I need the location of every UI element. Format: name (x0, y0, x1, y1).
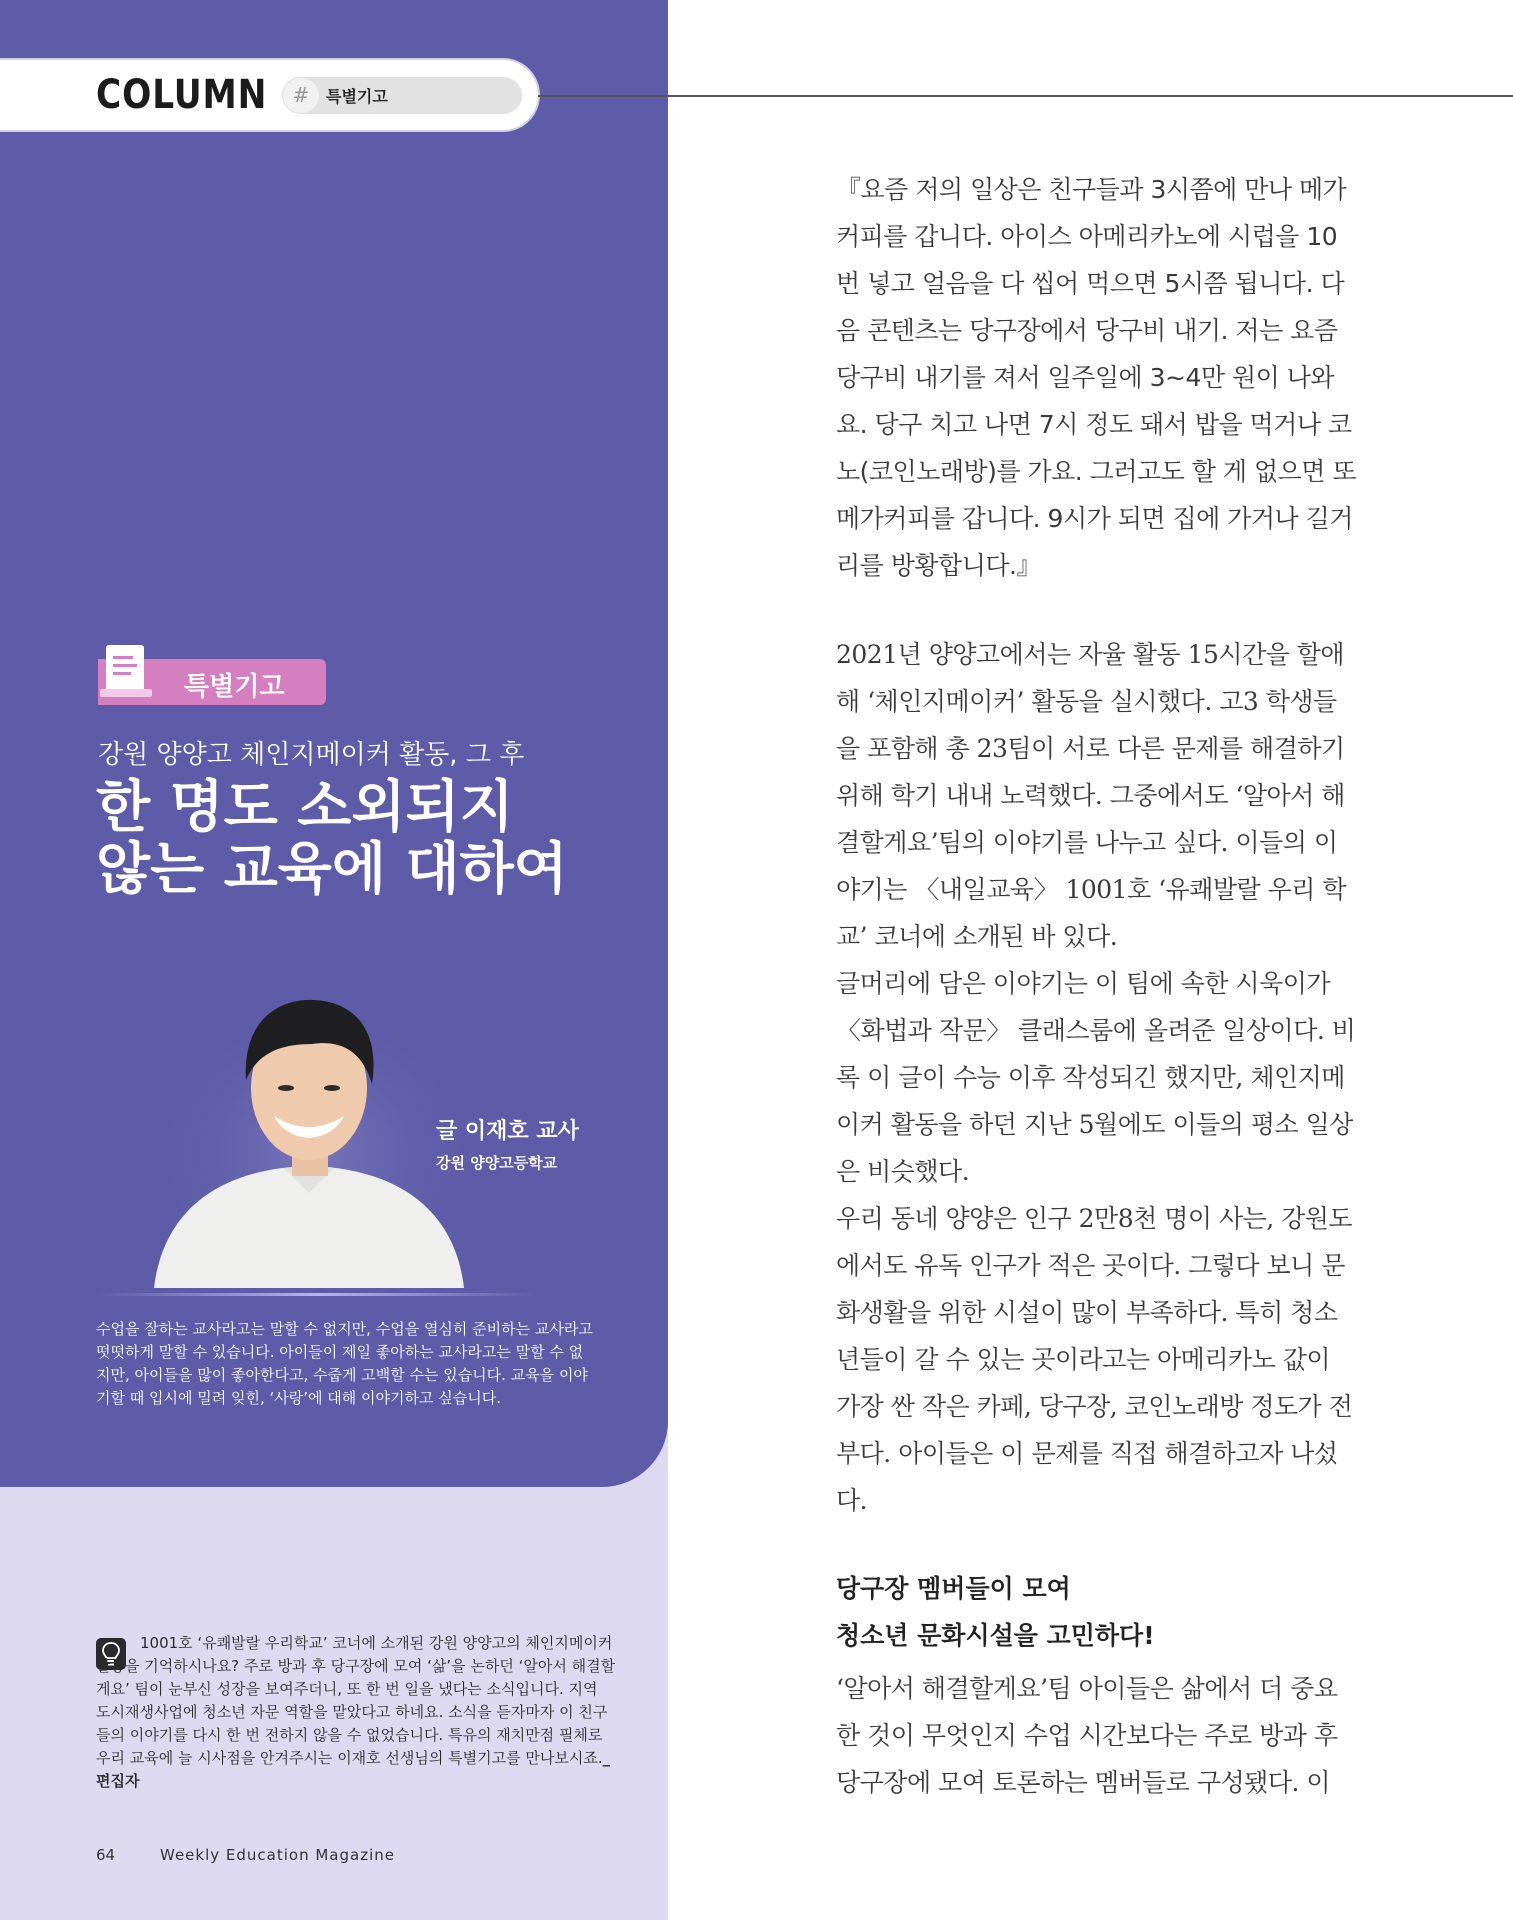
subhead-line-1: 당구장 멤버들이 모여 (836, 1574, 1071, 1603)
opening-quote: 『요즘 저의 일상은 친구들과 3시쯤에 만나 메가커피를 갑니다. 아이스 아메리카노에 시럽을 10번 넣고 얼음을 다 씹어 먹으면 5시쯤 됩니다. 다음 콘텐츠는 당구장에서 당구비 내기. 저는 요즘 당구비 내기를 져서 일주일에 3~4만 원이 나와요. 당구 치고 나면 7시 정도 돼서 밥을 먹거나 코노(코인노래방)를 가요. 그러고도 할 게 없으면 또 메가커피를 갑니다. 9시가 되면 집에 가거나 길거리를 방황합니다.』 (836, 175, 1356, 580)
body-paragraph-4: ‘알아서 해결할게요’팀 아이들은 삶에서 더 중요한 것이 무엇인지 수업 시간보다는 주로 방과 후 당구장에 모여 토론하는 멤버들로 구성됐다. 이 (836, 1674, 1338, 1797)
header-rule (538, 95, 1513, 97)
article-title (96, 777, 656, 901)
body-paragraph-2: 글머리에 담은 이야기는 이 팀에 속한 시욱이가 〈화법과 작문〉 클래스룸에 올려준 일상이다. 비록 이 글이 수능 이후 작성되긴 했지만, 체인지메이커 활동을 하던 지난 5월에도 이들의 평소 일상은 비슷했다. (836, 969, 1356, 1186)
author-school: 강원 양양고등학교 (436, 1154, 558, 1172)
body-paragraph-1: 2021년 양양고에서는 자율 활동 15시간을 할애해 ‘체인지메이커’ 활동을 실시했다. 고3 학생들을 포함해 총 23팀이 서로 다른 문제를 해결하기 위해 학기 내내 노력했다. 그중에서도 ‘알아서 해결할게요’팀의 이야기를 나누고 싶다. 이들의 이야기는 〈내일교육〉 1001호 ‘유쾌발랄 우리 학교’ 코너에 소개된 바 있다. (836, 640, 1347, 951)
section-subhead (836, 1565, 1356, 1659)
section-title: COLUMN (96, 72, 268, 118)
editor-signature: _ 편집자 (96, 1749, 611, 1790)
subhead-line-2: 청소년 문화시설을 고민하다! (836, 1621, 1155, 1650)
title-line-1: 한 명도 소외되지 (96, 775, 514, 840)
hash-icon: # (283, 78, 319, 113)
lead-paragraph: 수업을 잘하는 교사라고는 말할 수 없지만, 수업을 열심히 준비하는 교사라고 떳떳하게 말할 수 있습니다. 아이들이 제일 좋아하는 교사라고는 말할 수 없지만, 아이들을 많이 좋아한다고, 수줍게 고백할 수는 있습니다. 교육을 이야기할 때 입시에 밀려 잊힌, ‘사랑’에 대해 이야기하고 싶습니다. (96, 1320, 593, 1407)
editor-note (96, 1632, 616, 1793)
article-body (836, 631, 1356, 1524)
author-photo (134, 988, 480, 1288)
document-icon (100, 643, 152, 703)
author-name: 글 이재호 교사 (436, 1119, 579, 1144)
title-line-2: 않는 교육에 대하여 (96, 837, 568, 902)
page-number: 64 (96, 1846, 116, 1864)
body-paragraph-3: 우리 동네 양양은 인구 2만8천 명이 사는, 강원도에서도 유독 인구가 적은 곳이다. 그렇다 보니 문화생활을 위한 시설이 많이 부족하다. 특히 청소년들이 갈 수 있는 곳이라고는 아메리카노 값이 가장 싼 작은 카페, 당구장, 코인노래방 정도가 전부다. 아이들은 이 문제를 직접 해결하고자 나섰다. (836, 1204, 1353, 1515)
article-subtitle: 강원 양양고 체인지메이커 활동, 그 후 (98, 740, 525, 770)
badge-label: 특별기고 (184, 672, 285, 702)
editor-note-text: 1001호 ‘유쾌발랄 우리학교’ 코너에 소개된 강원 양양고의 체인지메이커 활동을 기억하시나요? 주로 방과 후 당구장에 모여 ‘삶’을 논하던 ‘알아서 해결할게요’ 팀이 눈부신 성장을 보여주더니, 또 한 번 일을 냈다는 소식입니다. 지역 도시재생사업에 청소년 자문 역할을 맡았다고 하네요. 소식을 듣자마자 이 친구들의 이야기를 다시 한 번 전하지 않을 수 없었습니다. 특유의 재치만점 필체로 우리 교육에 늘 시사점을 안겨주시는 이재호 선생님의 특별기고를 만나보시죠. (96, 1634, 616, 1767)
magazine-name: Weekly Education Magazine (160, 1846, 395, 1864)
category-tag: 특별기고 (326, 87, 388, 106)
photo-divider (98, 1293, 538, 1296)
